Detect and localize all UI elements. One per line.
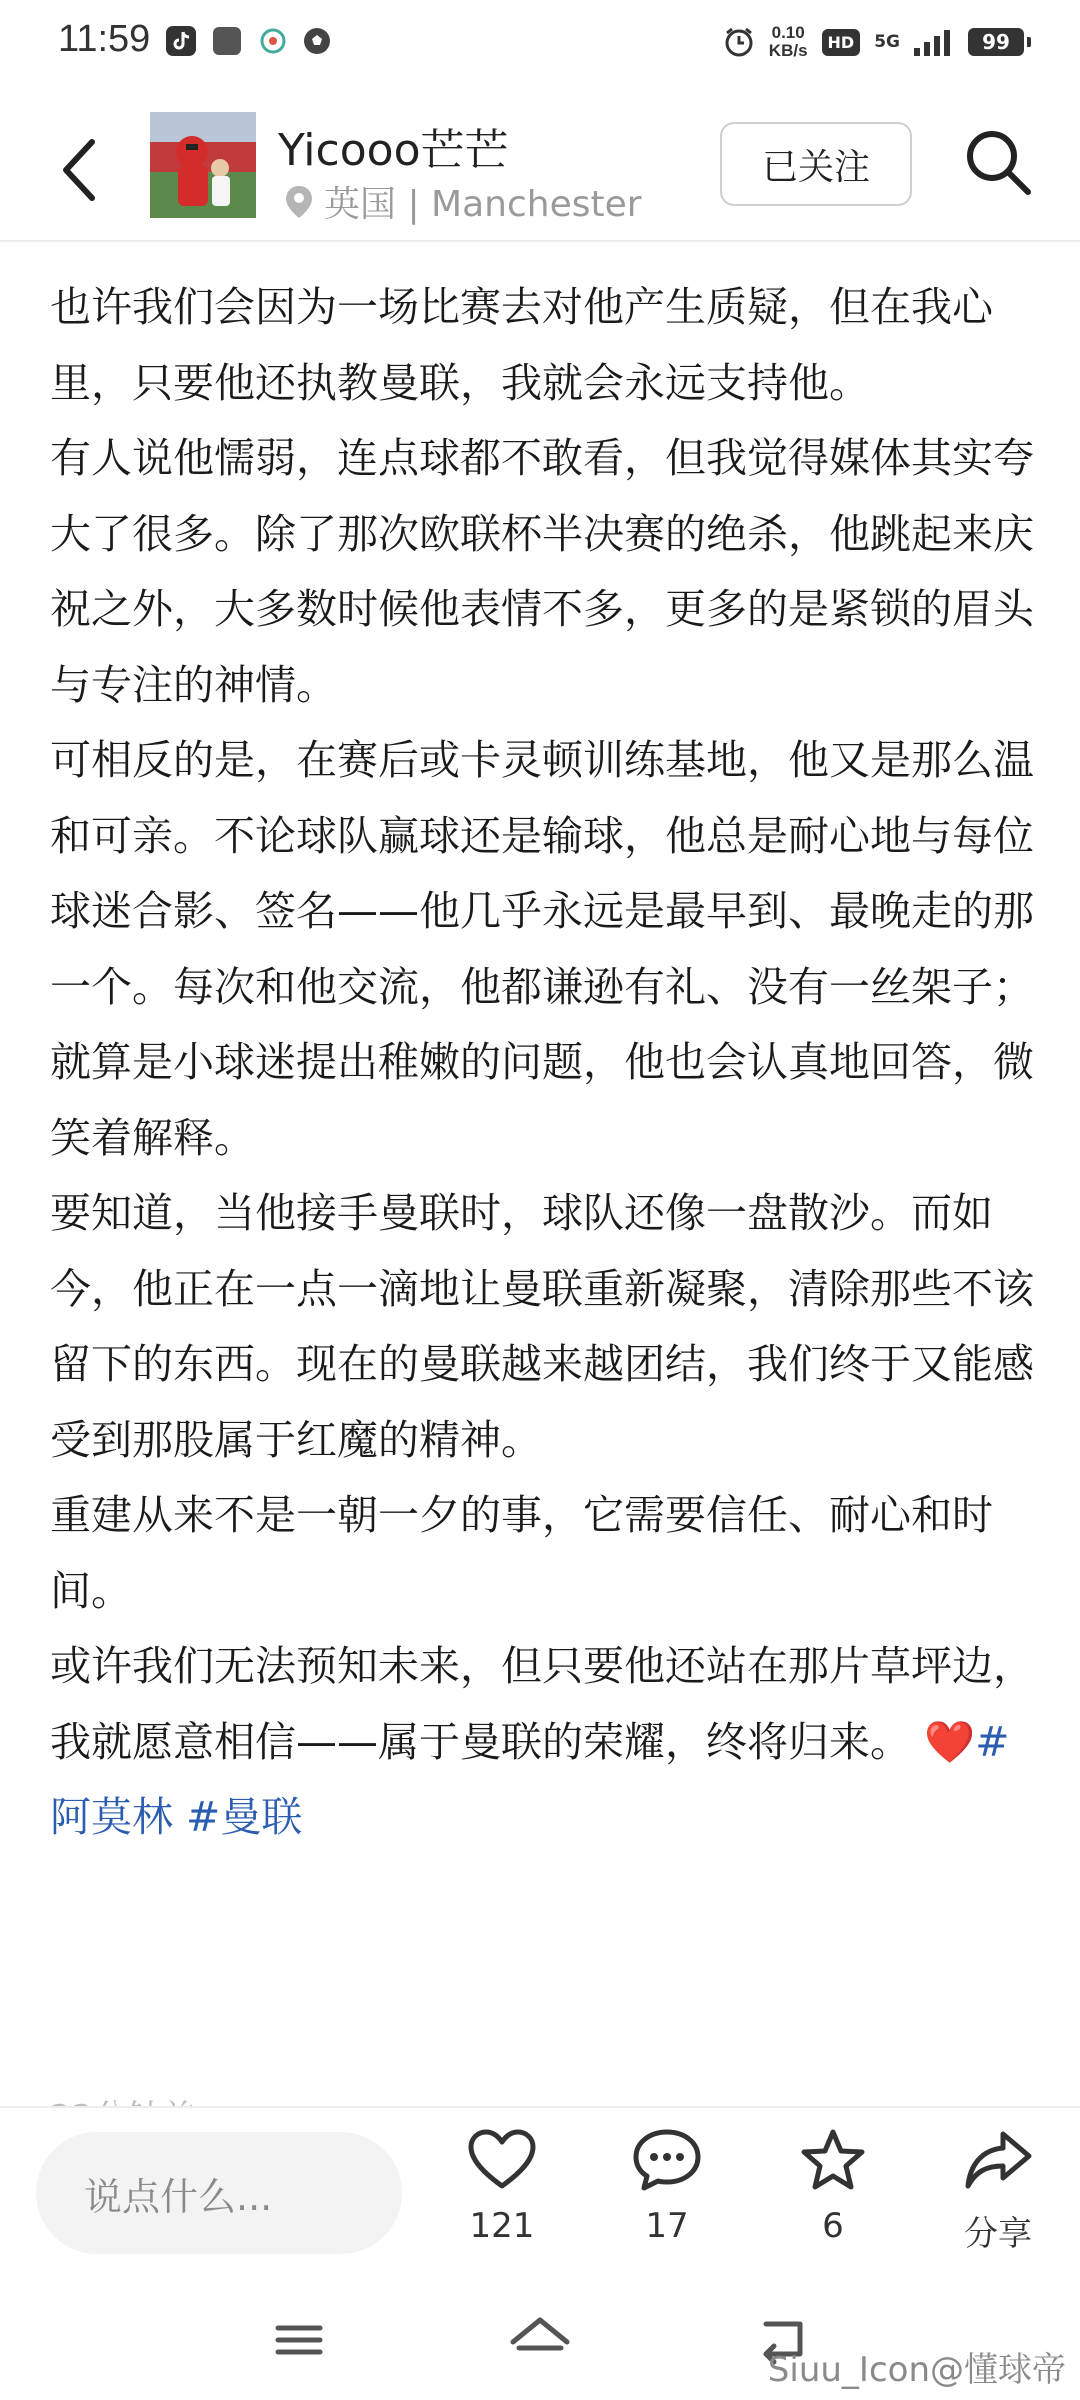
football-icon (302, 26, 332, 56)
favorite-button[interactable] (773, 2128, 893, 2268)
avatar-image (150, 112, 256, 218)
location-pin-icon (284, 184, 314, 220)
post-content (50, 270, 1040, 1856)
share-arrow-icon (963, 2128, 1033, 2192)
location-text: 英国 | Manchester (324, 184, 642, 225)
post-paragraph: 可相反的是，在赛后或卡灵顿训练基地，他又是那么温和可亲。不论球队赢球还是输球，他总是耐心地与每位球迷合影、签名——他几乎永远是最早到、最晚走的那一个。每次和他交流，他都谦逊有礼、没有一丝架子；就算是小球迷提出稚嫩的问题，他也会认真地回答，微笑着解释。 (50, 736, 1034, 1162)
menu-icon[interactable] (264, 2310, 334, 2370)
post-paragraph: 重建从来不是一朝一夕的事，它需要信任、耐心和时间。 (50, 1491, 993, 1615)
network-type: 5G (874, 32, 900, 52)
heart-emoji: ❤️ (924, 1717, 976, 1766)
share-button[interactable] (938, 2128, 1058, 2268)
share-label: 分享 (964, 2214, 1032, 2254)
hashtag-manutd[interactable]: #曼联 (186, 1793, 303, 1841)
comment-count: 17 (645, 2206, 689, 2246)
comment-input[interactable]: 说点什么... (36, 2132, 402, 2254)
home-icon[interactable] (505, 2310, 575, 2370)
watermark: Siuu_Icon@懂球帝 (767, 2350, 1066, 2390)
post-paragraph-text: 或许我们无法预知未来，但只要他还站在那片草坪边，我就愿意相信——属于曼联的荣耀，终将归来。 (50, 1642, 1034, 1766)
comment-bubble-icon (632, 2128, 702, 2192)
hashtag-amorim[interactable]: #阿莫林 (50, 1717, 1010, 1841)
tiktok-icon (166, 26, 196, 56)
like-count: 121 (469, 2206, 535, 2246)
username[interactable]: Yicooo芒芒 (278, 125, 509, 176)
post-paragraph: 要知道，当他接手曼联时，球队还像一盘散沙。而如今，他正在一点一滴地让曼联重新凝聚，清除那些不该留下的东西。现在的曼联越来越团结，我们终于又能感受到那股属于红魔的精神。 (50, 1189, 1034, 1464)
like-button[interactable] (442, 2128, 562, 2268)
app-square-icon (212, 26, 242, 56)
status-time: 11:59 (58, 18, 151, 60)
net-speed-unit: KB/s (768, 41, 808, 60)
post-paragraph: 有人说他懦弱，连点球都不敢看，但我觉得媒体其实夸大了很多。除了那次欧联杯半决赛的绝杀，他跳起来庆祝之外，大多数时候他表情不多，更多的是紧锁的眉头与专注的神情。 (50, 434, 1034, 709)
hd-badge: HD (822, 29, 861, 56)
net-speed-value: 0.10 (771, 23, 805, 42)
avatar[interactable] (150, 112, 256, 218)
location (284, 176, 642, 227)
post-header (0, 100, 1080, 242)
status-bar (0, 0, 1080, 90)
post-paragraph-last (50, 1629, 1040, 1856)
search-icon[interactable] (960, 124, 1036, 200)
alarm-icon (723, 26, 755, 58)
star-icon (798, 2128, 868, 2192)
signal-icon (914, 28, 954, 56)
heart-icon (467, 2128, 537, 2192)
battery-icon: 99 (968, 28, 1024, 56)
post-paragraph: 也许我们会因为一场比赛去对他产生质疑，但在我心里，只要他还执教曼联，我就会永远支持他。 (50, 283, 993, 407)
app-swirl-icon (258, 26, 288, 56)
follow-button[interactable]: 已关注 (720, 122, 912, 206)
action-bar (0, 2106, 1080, 2276)
comment-button[interactable] (607, 2128, 727, 2268)
net-speed (769, 24, 808, 60)
favorite-count: 6 (822, 2206, 844, 2246)
back-icon[interactable] (50, 130, 110, 210)
